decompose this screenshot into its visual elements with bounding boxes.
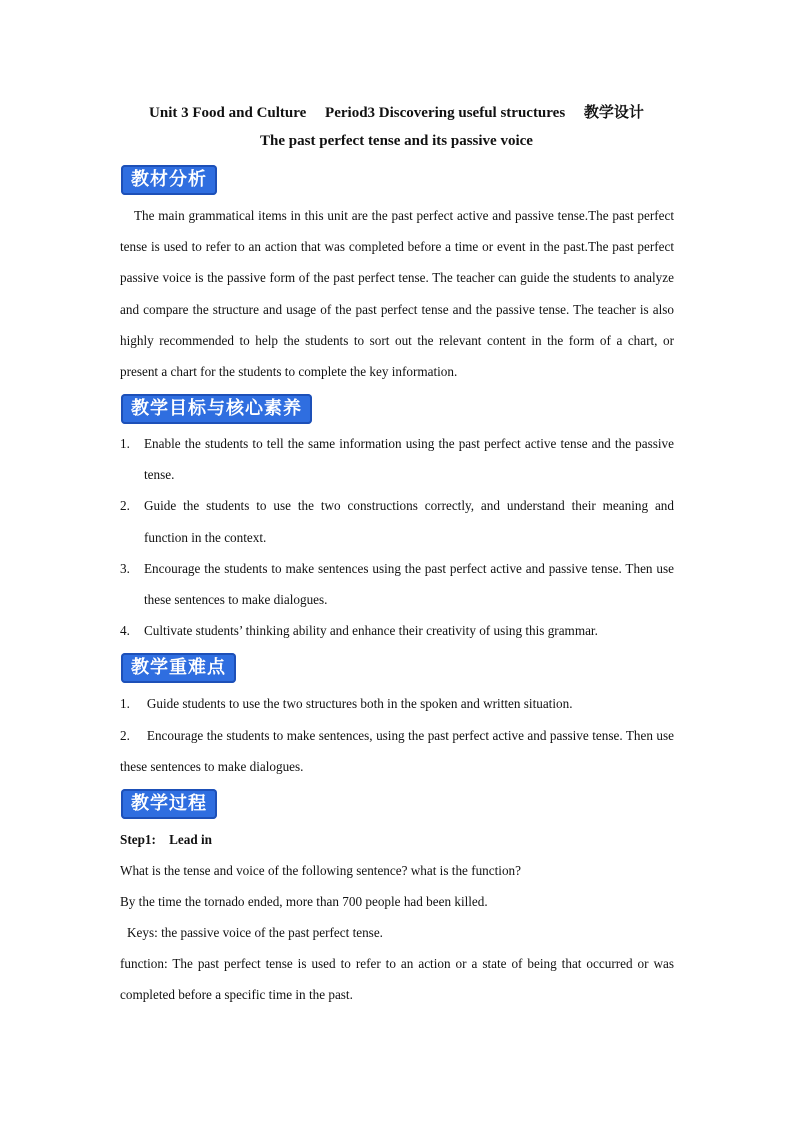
- list-item: 4. Cultivate students’ thinking ability and enhance their creativity of using this grammar.: [120, 623, 598, 639]
- section-badge-analysis: 教材分析: [121, 165, 217, 195]
- page-title: [0, 101, 793, 122]
- list-item: 1. Enable the students to tell the same information using the past perfect active tense and the passive tense.: [120, 436, 674, 483]
- step1-heading: Step1: Lead in: [120, 832, 212, 847]
- title-english: Unit 3 Food and Culture Period3 Discovering useful structures: [149, 105, 584, 121]
- function-paragraph: function: The past perfect tense is used to refer to an action or a state of being that occurred or was completed before a specific time in the past.: [120, 956, 674, 1003]
- list-item: 2. Guide the students to use the two constructions correctly, and understand their meaning and function in the context.: [120, 498, 674, 545]
- list-item: 3. Encourage the students to make sentences using the past perfect active and passive tense. Then use these sentences to make dialogues.: [120, 560, 674, 608]
- section-badge-difficulties: 教学重难点: [121, 653, 236, 683]
- example-sentence: By the time the tornado ended, more than 700 people had been killed.: [120, 894, 488, 909]
- lead-in-question: What is the tense and voice of the following sentence? what is the function?: [120, 863, 521, 878]
- difficulty-item-1: 1. Guide students to use the two structures both in the spoken and written situation.: [120, 696, 573, 711]
- keys-line: Keys: the passive voice of the past perfect tense.: [127, 925, 383, 940]
- section-badge-process: 教学过程: [121, 789, 217, 819]
- page-subtitle: The past perfect tense and its passive voice: [260, 133, 533, 149]
- section-badge-objectives: 教学目标与核心素养: [121, 394, 312, 424]
- objectives-list: [120, 428, 674, 646]
- analysis-paragraph: The main grammatical items in this unit are the past perfect active and passive tense.The past perfect tense is used to refer to an action that was completed before a time or event in the past.The past perfect passive voice is the passive form of the past perfect tense. The teacher can guide the students to analyze and compare the structure and usage of the past perfect tense and the passive tense. The teacher is also highly recommended to help the students to sort out the relevant content in the form of a chart, or present a chart for the students to complete the key information.: [120, 208, 674, 380]
- difficulty-item-2: 2. Encourage the students to make sentences, using the past perfect active and passive tense. Then use these sentences to make dialogues.: [120, 728, 674, 775]
- title-chinese: 教学设计: [583, 103, 644, 121]
